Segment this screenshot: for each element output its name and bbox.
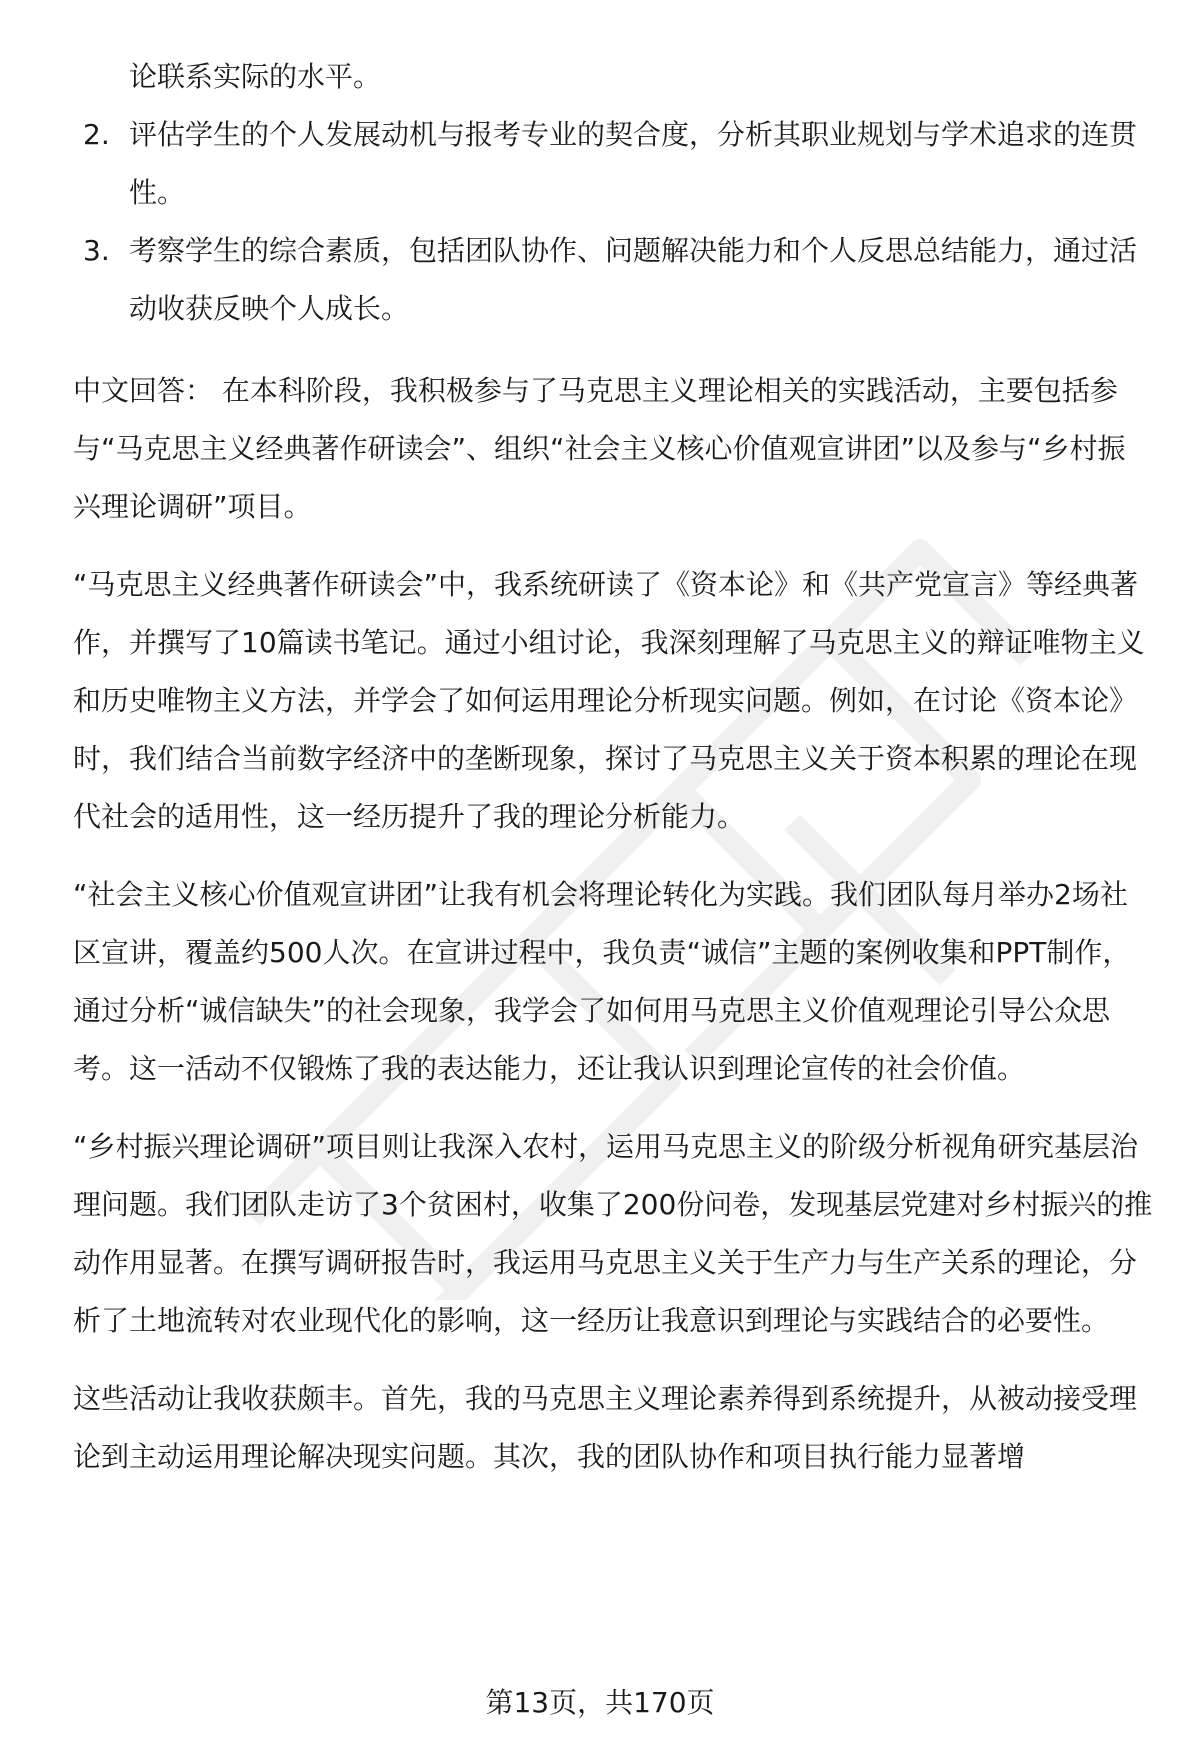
list-item-text: 评估学生的个人发展动机与报考专业的契合度，分析其职业规划与学术追求的连贯性。 [129, 118, 1138, 209]
list-item-number: 3. [83, 234, 110, 267]
answer-paragraph-lecture-group: “社会主义核心价值观宣讲团”让我有机会将理论转化为实践。我们团队每月举办2场社区宣讲，覆盖约500人次。在宣讲过程中，我负责“诚信”主题的案例收集和PPT制作，通过分析“诚信缺失”的社会现象，我学会了如何用马克思主义价值观理论引导公众思考。这一活动不仅锻炼了我的表达能力，还让我认识到理论宣传的社会价值。 [73, 878, 1131, 1085]
answer-paragraph-reading-club: “马克思主义经典著作研读会”中，我系统研读了《资本论》和《共产党宣言》等经典著作，并撰写了10篇读书笔记。通过小组讨论，我深刻理解了马克思主义的辩证唯物主义和历史唯物主义方法，并学会了如何运用理论分析现实问题。例如，在讨论《资本论》时，我们结合当前数字经济中的垄断现象，探讨了马克思主义关于资本积累的理论在现代社会的适用性，这一经历提升了我的理论分析能力。 [73, 568, 1145, 833]
page-number-footer: 第13页，共170页 [485, 1686, 715, 1719]
answer-section [73, 362, 1153, 1486]
list-item [73, 106, 1153, 222]
list-item-number: 2. [83, 118, 110, 151]
list-item-text: 考察学生的综合素质，包括团队协作、问题解决能力和个人反思总结能力，通过活动收获反映个人成长。 [129, 234, 1138, 325]
list-item [73, 222, 1153, 338]
answer-paragraph-summary: 这些活动让我收获颇丰。首先，我的马克思主义理论素养得到系统提升，从被动接受理论到主动运用理论解决现实问题。其次，我的团队协作和项目执行能力显著增 [73, 1382, 1138, 1473]
answer-intro-paragraph: 中文回答： 在本科阶段，我积极参与了马克思主义理论相关的实践活动，主要包括参与“马克思主义经典著作研读会”、组织“社会主义核心价值观宣讲团”以及参与“乡村振兴理论调研”项目。 [73, 374, 1126, 523]
page-content [73, 48, 1153, 1506]
list-item-continued-text: 论联系实际的水平。 [129, 60, 382, 93]
answer-paragraph-rural-research: “乡村振兴理论调研”项目则让我深入农村，运用马克思主义的阶级分析视角研究基层治理问题。我们团队走访了3个贫困村，收集了200份问卷，发现基层党建对乡村振兴的推动作用显著。在撰写调研报告时，我运用马克思主义关于生产力与生产关系的理论，分析了土地流转对农业现代化的影响，这一经历让我意识到理论与实践结合的必要性。 [73, 1130, 1153, 1337]
